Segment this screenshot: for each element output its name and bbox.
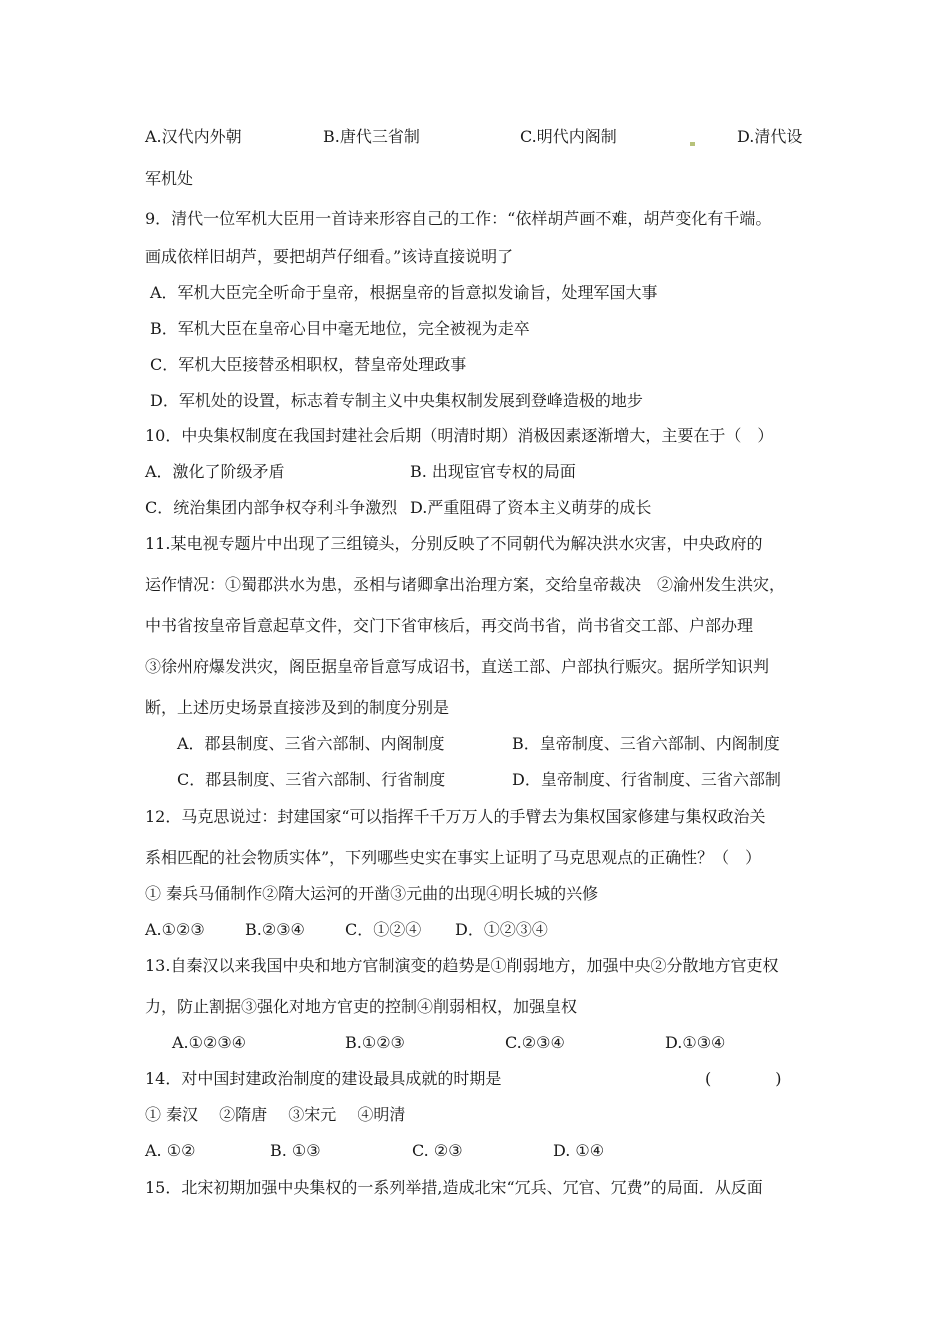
q14-option-c: C. ②③ <box>412 1141 463 1160</box>
q11-stem-4: ③徐州府爆发洪灾，阁臣据皇帝旨意写成诏书，直送工部、户部执行赈灾。据所学知识判 <box>145 657 770 676</box>
q13-option-c: C.②③④ <box>505 1033 565 1052</box>
q9-stem-1: 9．清代一位军机大臣用一首诗来形容自己的工作：“依样胡芦画不难，胡芦变化有千端。 <box>145 209 772 228</box>
scan-speck <box>690 142 695 146</box>
q14-option-b: B. ①③ <box>270 1141 321 1160</box>
q14-items: ① 秦汉 ②隋唐 ③宋元 ④明清 <box>145 1105 406 1124</box>
q11-stem-2: 运作情况：①蜀郡洪水为患，丞相与诸卿拿出治理方案，交给皇帝裁决 ②渝州发生洪灾， <box>145 575 786 594</box>
q11-option-d: D．皇帝制度、行省制度、三省六部制 <box>512 770 781 789</box>
q13-stem-2: 力，防止割据③强化对地方官吏的控制④削弱相权，加强皇权 <box>145 997 578 1016</box>
q13-option-d: D.①③④ <box>665 1033 726 1052</box>
q12-items: ① 秦兵马俑制作②隋大运河的开凿③元曲的出现④明长城的兴修 <box>145 884 599 903</box>
q8-option-c: C.明代内阁制 <box>520 127 617 146</box>
q11-stem-3: 中书省按皇帝旨意起草文件，交门下省审核后，再交尚书省，尚书省交工部、户部办理 <box>145 616 754 635</box>
q11-option-b: B．皇帝制度、三省六部制、内阁制度 <box>512 734 780 753</box>
q10-stem: 10．中央集权制度在我国封建社会后期（明清时期）消极因素逐渐增大，主要在于（ ） <box>145 426 774 445</box>
q10-option-d: D.严重阻碍了资本主义萌芽的成长 <box>410 498 652 517</box>
q13-option-a: A.①②③④ <box>172 1033 247 1052</box>
q12-option-c: C．①②④ <box>345 920 422 939</box>
q9-option-c: C．军机大臣接替丞相职权，替皇帝处理政事 <box>150 355 467 374</box>
q10-option-a: A．激化了阶级矛盾 <box>145 462 285 481</box>
q12-option-d: D．①②③④ <box>455 920 548 939</box>
q13-stem-1: 13.自秦汉以来我国中央和地方官制演变的趋势是①削弱地方，加强中央②分散地方官吏权 <box>145 956 779 975</box>
q9-option-d: D．军机处的设置，标志着专制主义中央集权制发展到登峰造极的地步 <box>150 391 643 410</box>
q14-answer-paren: ( ) <box>705 1069 782 1088</box>
q8-option-d: D.清代设 <box>737 127 803 146</box>
q15-stem: 15．北宋初期加强中央集权的一系列举措,造成北宋“冗兵、冗官、冗费”的局面．从反面 <box>145 1178 763 1197</box>
q14-stem: 14．对中国封建政治制度的建设最具成就的时期是 <box>145 1069 502 1088</box>
q9-option-a: A．军机大臣完全听命于皇帝，根据皇帝的旨意拟发谕旨，处理军国大事 <box>150 283 658 302</box>
q8-option-d-cont: 军机处 <box>145 169 194 188</box>
q11-option-a: A．郡县制度、三省六部制、内阁制度 <box>177 734 445 753</box>
q11-stem-1: 11.某电视专题片中出现了三组镜头，分别反映了不同朝代为解决洪水灾害，中央政府的 <box>145 534 763 553</box>
q14-option-d: D. ①④ <box>553 1141 605 1160</box>
q11-option-c: C．郡县制度、三省六部制、行省制度 <box>177 770 446 789</box>
q9-option-b: B．军机大臣在皇帝心目中毫无地位，完全被视为走卒 <box>150 319 530 338</box>
q10-option-c: C．统治集团内部争权夺利斗争激烈 <box>145 498 398 517</box>
q11-stem-5: 断，上述历史场景直接涉及到的制度分别是 <box>145 698 450 717</box>
q8-option-b: B.唐代三省制 <box>323 127 420 146</box>
q14-option-a: A. ①② <box>145 1141 196 1160</box>
q12-option-a: A.①②③ <box>145 920 205 939</box>
q12-stem-2: 系相匹配的社会物质实体”，下列哪些史实在事实上证明了马克思观点的正确性？（ ） <box>145 848 762 867</box>
q10-option-b: B. 出现宦官专权的局面 <box>410 462 576 481</box>
q12-option-b: B.②③④ <box>245 920 305 939</box>
q12-stem-1: 12．马克思说过：封建国家“可以指挥千千万万人的手臂去为集权国家修建与集权政治关 <box>145 807 766 826</box>
q13-option-b: B.①②③ <box>345 1033 405 1052</box>
q8-option-a: A.汉代内外朝 <box>145 127 242 146</box>
q9-stem-2: 画成依样旧胡芦，要把胡芦仔细看。”该诗直接说明了 <box>145 247 514 266</box>
